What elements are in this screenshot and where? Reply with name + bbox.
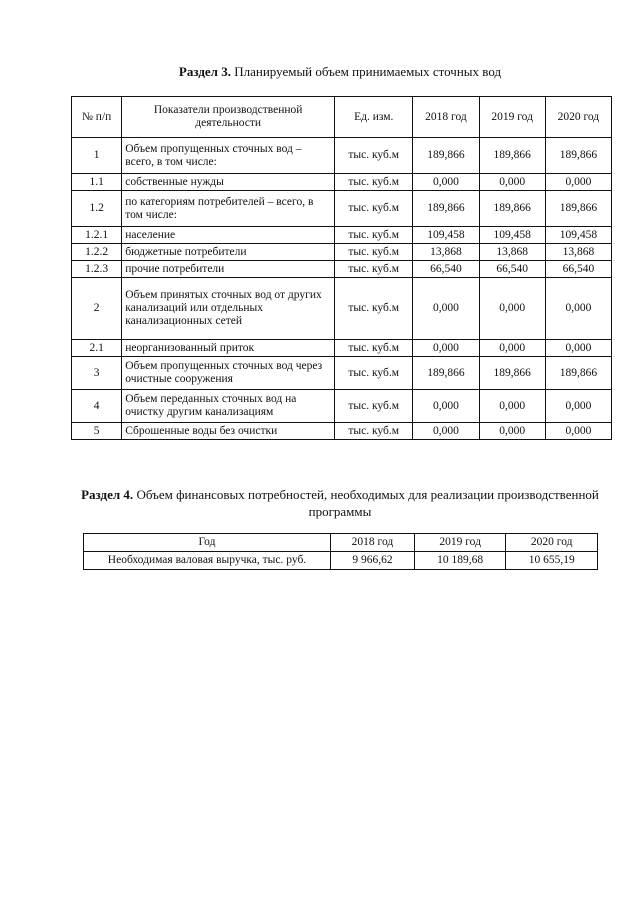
table-row [72, 191, 612, 227]
col-header-2019: 2019 год [479, 97, 545, 138]
row-value-2020: 0,000 [545, 174, 611, 191]
table-row [72, 227, 612, 244]
col-header-unit: Ед. изм. [335, 97, 413, 138]
wastewater-volume-table [71, 96, 612, 440]
row-value-2019: 189,866 [479, 191, 545, 227]
row-value-2019: 0,000 [479, 340, 545, 357]
row-value-2018: 109,458 [413, 227, 479, 244]
row-value-2019: 0,000 [479, 278, 545, 340]
table-row [72, 138, 612, 174]
row-value-2020: 0,000 [545, 340, 611, 357]
row-number: 2 [72, 278, 122, 340]
row-number: 1.2 [72, 191, 122, 227]
row-value-2020: 66,540 [545, 261, 611, 278]
col-header-2020: 2020 год [545, 97, 611, 138]
col-header-year: Год [84, 534, 331, 552]
table-row [72, 423, 612, 440]
col-header-2018: 2018 год [413, 97, 479, 138]
row-value-2020: 13,868 [545, 244, 611, 261]
row-indicator: бюджетные потребители [122, 244, 335, 261]
col-header-2020: 2020 год [506, 534, 598, 552]
row-value-2018: 0,000 [413, 340, 479, 357]
row-value-2020: 0,000 [545, 278, 611, 340]
row-indicator: по категориям потребителей – всего, в том числе: [122, 191, 335, 227]
table-row [72, 244, 612, 261]
row-number: 1.2.3 [72, 261, 122, 278]
row-unit: тыс. куб.м [335, 423, 413, 440]
row-indicator: Объем пропущенных сточных вод через очистные сооружения [122, 357, 335, 390]
table-header-row [72, 97, 612, 138]
row-unit: тыс. куб.м [335, 244, 413, 261]
row-value-2019: 189,866 [479, 138, 545, 174]
row-value-2019: 0,000 [479, 390, 545, 423]
row-indicator: неорганизованный приток [122, 340, 335, 357]
row-value-2018: 0,000 [413, 278, 479, 340]
section-4-label: Раздел 4. [81, 487, 134, 502]
table-row [84, 552, 598, 570]
row-value-2019: 13,868 [479, 244, 545, 261]
row-unit: тыс. куб.м [335, 191, 413, 227]
section-4-title [70, 486, 610, 520]
table-body [72, 138, 612, 440]
table-body [84, 534, 598, 570]
row-value-2019: 109,458 [479, 227, 545, 244]
row-number: 2.1 [72, 340, 122, 357]
row-unit: тыс. куб.м [335, 340, 413, 357]
row-unit: тыс. куб.м [335, 138, 413, 174]
row-value-2020: 10 655,19 [506, 552, 598, 570]
row-indicator: Объем пропущенных сточных вод – всего, в том числе: [122, 138, 335, 174]
col-header-indicator: Показатели производственной деятельности [122, 97, 335, 138]
table-row [72, 357, 612, 390]
row-value-2019: 0,000 [479, 174, 545, 191]
row-number: 1.2.1 [72, 227, 122, 244]
row-value-2020: 109,458 [545, 227, 611, 244]
col-header-2018: 2018 год [331, 534, 415, 552]
row-value-2018: 0,000 [413, 174, 479, 191]
row-indicator: прочие потребители [122, 261, 335, 278]
col-header-2019: 2019 год [414, 534, 506, 552]
row-number: 1.1 [72, 174, 122, 191]
row-number: 3 [72, 357, 122, 390]
table-row [72, 390, 612, 423]
row-unit: тыс. куб.м [335, 174, 413, 191]
row-label: Необходимая валовая выручка, тыс. руб. [84, 552, 331, 570]
section-3-heading: Планируемый объем принимаемых сточных вод [230, 64, 502, 79]
section-4-heading: Объем финансовых потребностей, необходимых для реализации производственной программы [133, 487, 599, 519]
row-value-2018: 0,000 [413, 390, 479, 423]
table-row [72, 278, 612, 340]
row-value-2019: 10 189,68 [414, 552, 506, 570]
table-row [72, 174, 612, 191]
row-indicator: Объем принятых сточных вод от других канализаций или отдельных канализационных сетей [122, 278, 335, 340]
row-number: 1.2.2 [72, 244, 122, 261]
row-value-2018: 189,866 [413, 357, 479, 390]
row-indicator: население [122, 227, 335, 244]
row-number: 4 [72, 390, 122, 423]
section-3-title [70, 63, 610, 80]
row-value-2018: 66,540 [413, 261, 479, 278]
financial-needs-table [83, 533, 598, 570]
row-value-2019: 0,000 [479, 423, 545, 440]
col-header-num: № п/п [72, 97, 122, 138]
row-unit: тыс. куб.м [335, 227, 413, 244]
row-value-2020: 189,866 [545, 191, 611, 227]
row-value-2018: 189,866 [413, 138, 479, 174]
row-number: 5 [72, 423, 122, 440]
row-value-2018: 189,866 [413, 191, 479, 227]
row-value-2018: 13,868 [413, 244, 479, 261]
row-unit: тыс. куб.м [335, 261, 413, 278]
row-number: 1 [72, 138, 122, 174]
section-3-label: Раздел 3. [178, 64, 231, 79]
row-value-2018: 9 966,62 [331, 552, 415, 570]
row-indicator: Сброшенные воды без очистки [122, 423, 335, 440]
row-value-2019: 189,866 [479, 357, 545, 390]
table-header-row [84, 534, 598, 552]
row-unit: тыс. куб.м [335, 278, 413, 340]
table-row [72, 340, 612, 357]
table-row [72, 261, 612, 278]
row-value-2019: 66,540 [479, 261, 545, 278]
row-value-2020: 0,000 [545, 390, 611, 423]
row-value-2020: 189,866 [545, 138, 611, 174]
row-unit: тыс. куб.м [335, 357, 413, 390]
row-indicator: Объем переданных сточных вод на очистку другим канализациям [122, 390, 335, 423]
row-value-2020: 0,000 [545, 423, 611, 440]
row-value-2020: 189,866 [545, 357, 611, 390]
row-indicator: собственные нужды [122, 174, 335, 191]
row-unit: тыс. куб.м [335, 390, 413, 423]
row-value-2018: 0,000 [413, 423, 479, 440]
